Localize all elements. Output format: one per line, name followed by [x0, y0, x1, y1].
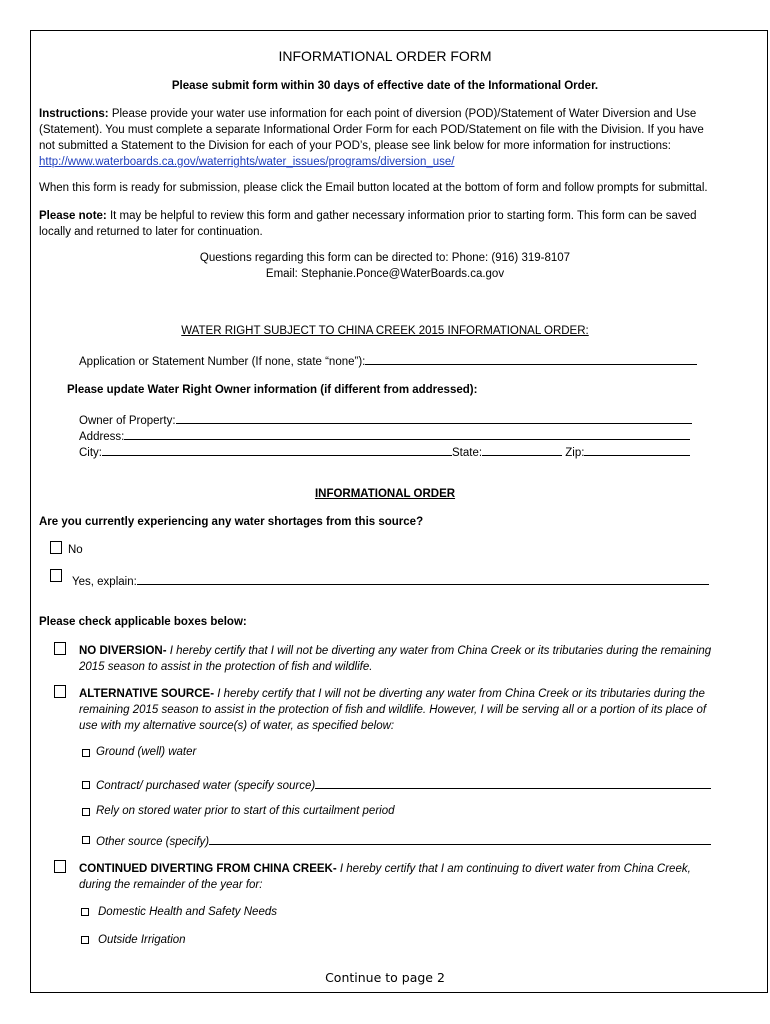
address-label: Address: [79, 431, 125, 443]
city-field[interactable] [102, 444, 452, 456]
state-field[interactable] [482, 444, 562, 456]
instructions-text: Please provide your water use information for each point of diversion (POD)/Statement of Water Diversion and Use (Statement). You must complete a separate Informational Order Form for each POD/Statement on file with the Division. If you have not submitted a Statement to the Division for each of your POD’s, please see link below for more information for instructions: [39, 108, 704, 152]
no-diversion-paragraph [79, 643, 715, 675]
other-source-checkbox[interactable] [82, 836, 90, 844]
owner-heading: Please update Water Right Owner information (if different from addressed): [67, 384, 478, 396]
contract-water-label: Contract/ purchased water (specify source) [96, 780, 316, 792]
owner-row [79, 412, 692, 427]
domestic-needs-checkbox[interactable] [81, 908, 89, 916]
application-row [79, 353, 697, 368]
address-field[interactable] [124, 428, 690, 440]
submission-text: When this form is ready for submission, please click the Email button located at the bottom of form and follow prompts for submittal. [39, 182, 708, 194]
contact-email: Email: Stephanie.Ponce@WaterBoards.ca.gov [265, 268, 505, 280]
owner-label: Owner of Property: [79, 415, 176, 427]
note-label: Please note: [39, 210, 107, 222]
address-row [79, 428, 690, 443]
application-label: Application or Statement Number (If none, state “none”): [79, 356, 366, 368]
no-checkbox[interactable] [50, 541, 62, 554]
application-field[interactable] [365, 353, 697, 365]
check-heading: Please check applicable boxes below: [39, 616, 247, 628]
contact-phone: Questions regarding this form can be directed to: Phone: (916) 319-8107 [199, 252, 571, 264]
stored-water-checkbox[interactable] [82, 808, 90, 816]
stored-water-label: Rely on stored water prior to start of this curtailment period [96, 805, 395, 817]
no-diversion-text: I hereby certify that I will not be diverting any water from China Creek or its tributaries during the remaining 2015 season to assist in the protection of fish and wildlife. [79, 645, 712, 673]
yes-label: Yes, explain: [72, 576, 137, 588]
alternative-source-text: I hereby certify that I will not be diverting any water from China Creek or its tributaries during the remaining 2015 season to assist in the protection of fish and wildlife. However, I will be serving all or a portion of its place of use with my alternative source(s) of water, as specified below: [79, 688, 707, 732]
shortage-question: Are you currently experiencing any water shortages from this source? [39, 516, 424, 528]
domestic-needs-label: Domestic Health and Safety Needs [98, 906, 277, 918]
zip-field[interactable] [584, 444, 690, 456]
submit-notice: Please submit form within 30 days of effective date of the Informational Order. [171, 80, 599, 92]
order-heading: INFORMATIONAL ORDER [314, 488, 456, 500]
instructions-label: Instructions: [39, 108, 109, 120]
continued-diverting-paragraph [79, 861, 715, 893]
continued-diverting-text: I hereby certify that I am continuing to divert water from China Creek, during the remainder of the year for: [79, 863, 691, 891]
contract-water-field[interactable] [315, 777, 711, 789]
no-label: No [68, 544, 83, 556]
water-right-heading: WATER RIGHT SUBJECT TO CHINA CREEK 2015 INFORMATIONAL ORDER: [181, 325, 589, 337]
form-border [30, 30, 768, 993]
yes-checkbox[interactable] [50, 569, 62, 582]
owner-field[interactable] [176, 412, 692, 424]
other-source-row [96, 833, 711, 848]
ground-water-label: Ground (well) water [96, 746, 197, 758]
state-label: State: [452, 447, 483, 459]
yes-explain-field[interactable] [137, 573, 709, 585]
city-row [79, 444, 690, 459]
alternative-source-label: ALTERNATIVE SOURCE- [79, 688, 215, 700]
note-paragraph [39, 208, 719, 240]
ground-water-checkbox[interactable] [82, 749, 90, 757]
city-label: City: [79, 447, 102, 459]
instructions-link[interactable]: http://www.waterboards.ca.gov/waterrights/water_issues/programs/diversion_use/ [39, 156, 455, 168]
instructions-paragraph [39, 106, 719, 170]
no-diversion-checkbox[interactable] [54, 642, 66, 655]
continued-diverting-checkbox[interactable] [54, 860, 66, 873]
other-source-field[interactable] [209, 833, 711, 845]
contract-water-checkbox[interactable] [82, 781, 90, 789]
continued-diverting-label: CONTINUED DIVERTING FROM CHINA CREEK- [79, 863, 337, 875]
other-source-label: Other source (specify) [96, 836, 210, 848]
continue-to-page-2: Continue to page 2 [325, 970, 445, 985]
outside-irrigation-checkbox[interactable] [81, 936, 89, 944]
note-text: It may be helpful to review this form and gather necessary information prior to starting form. This form can be saved locally and returned to later for continuation. [39, 210, 697, 238]
yes-row [72, 573, 709, 588]
contract-water-row [96, 777, 711, 792]
zip-label: Zip: [565, 447, 585, 459]
alternative-source-paragraph [79, 686, 715, 734]
alternative-source-checkbox[interactable] [54, 685, 66, 698]
no-diversion-label: NO DIVERSION- [79, 645, 167, 657]
form-title: INFORMATIONAL ORDER FORM [278, 48, 492, 64]
outside-irrigation-label: Outside Irrigation [98, 934, 186, 946]
